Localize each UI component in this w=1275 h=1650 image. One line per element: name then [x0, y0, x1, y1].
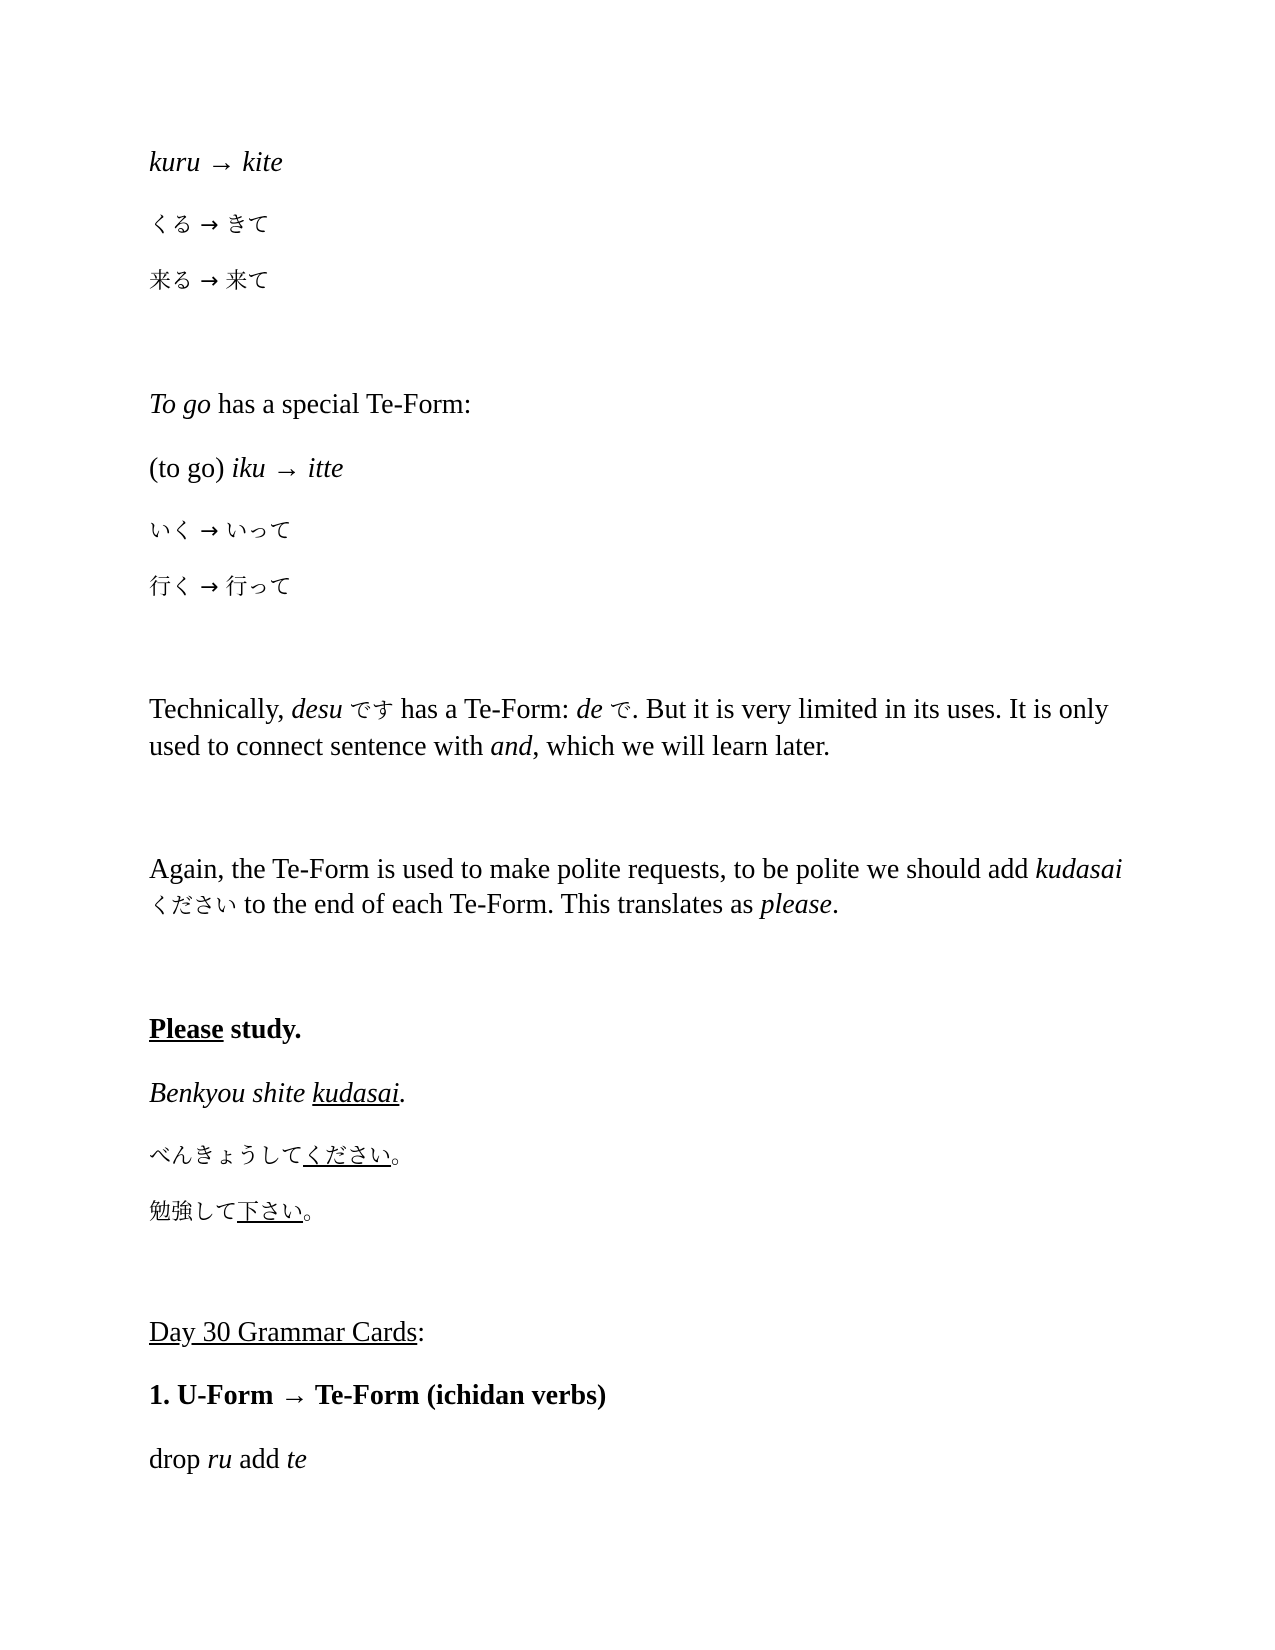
arrow-icon: →: [272, 453, 301, 484]
iku-intro-line: [149, 388, 471, 422]
para-text: .: [831, 888, 839, 920]
para-text: has a Te-Form:: [400, 694, 577, 725]
section-heading-text: Day 30 Grammar Cards: [149, 1317, 418, 1348]
romaji-text: Benkyou shite: [149, 1078, 313, 1109]
kana-word: で: [609, 699, 632, 724]
romaji-word: kudasai: [1035, 854, 1123, 885]
kana-word: です: [349, 699, 394, 724]
italic-word: and: [490, 730, 533, 762]
kuru-romaji-line: [149, 146, 283, 180]
kudasai-paragraph: [149, 853, 1139, 924]
romaji-word: de: [576, 694, 603, 725]
card-title: 1. U-Form → Te-Form (ichidan verbs): [149, 1380, 607, 1411]
example-english-line: [149, 1013, 301, 1047]
kuru-kana-line: くる → きて: [149, 213, 270, 238]
kana-text: べんきょうして: [149, 1144, 304, 1169]
romaji-word: iku: [231, 453, 266, 484]
desu-paragraph: [149, 693, 1139, 764]
intro-text: has a special Te-Form:: [211, 389, 472, 420]
para-text: to the end of each Te-Form. This translates as: [244, 888, 761, 920]
card-rule-line: [149, 1443, 307, 1477]
example-kana-line: [149, 1143, 413, 1171]
kuru-kanji-line: 来る → 来て: [149, 269, 270, 294]
underlined-word: ください: [303, 1144, 392, 1169]
example-text: study.: [223, 1014, 302, 1045]
punctuation: 。: [391, 1144, 414, 1169]
romaji-word: kite: [242, 147, 283, 178]
romaji-word: desu: [291, 694, 343, 725]
punctuation: .: [399, 1078, 407, 1109]
romaji-word: kuru: [149, 147, 201, 178]
punctuation: :: [417, 1317, 426, 1348]
italic-phrase: To go: [149, 389, 212, 420]
example-kanji-line: [149, 1199, 325, 1227]
rule-text: add: [232, 1444, 287, 1475]
para-text: . But it is very limited in its uses. It is only used to connect sentence with: [149, 694, 1109, 762]
kanji-text: 勉強して: [149, 1200, 238, 1225]
italic-word: please: [760, 888, 832, 920]
romaji-word: te: [286, 1444, 307, 1475]
example-romaji-line: [149, 1077, 406, 1111]
section-heading: [149, 1316, 425, 1350]
underlined-word: Please: [149, 1014, 224, 1045]
iku-kanji-line: 行く → 行って: [149, 575, 292, 600]
gloss-text: (to go): [149, 453, 232, 484]
underlined-word: 下さい: [237, 1200, 304, 1225]
kana-word: ください: [149, 893, 238, 919]
iku-kana-line: いく → いって: [149, 519, 292, 544]
para-text: Technically,: [149, 694, 292, 725]
punctuation: 。: [303, 1200, 326, 1225]
underlined-word: kudasai: [312, 1078, 400, 1109]
para-text: , which we will learn later.: [532, 730, 831, 762]
iku-romaji-line: [149, 452, 343, 486]
para-text: Again, the Te-Form is used to make polite requests, to be polite we should add: [149, 854, 1036, 885]
rule-text: drop: [149, 1444, 208, 1475]
arrow-icon: →: [207, 147, 236, 178]
romaji-word: ru: [207, 1444, 233, 1475]
romaji-word: itte: [307, 453, 344, 484]
